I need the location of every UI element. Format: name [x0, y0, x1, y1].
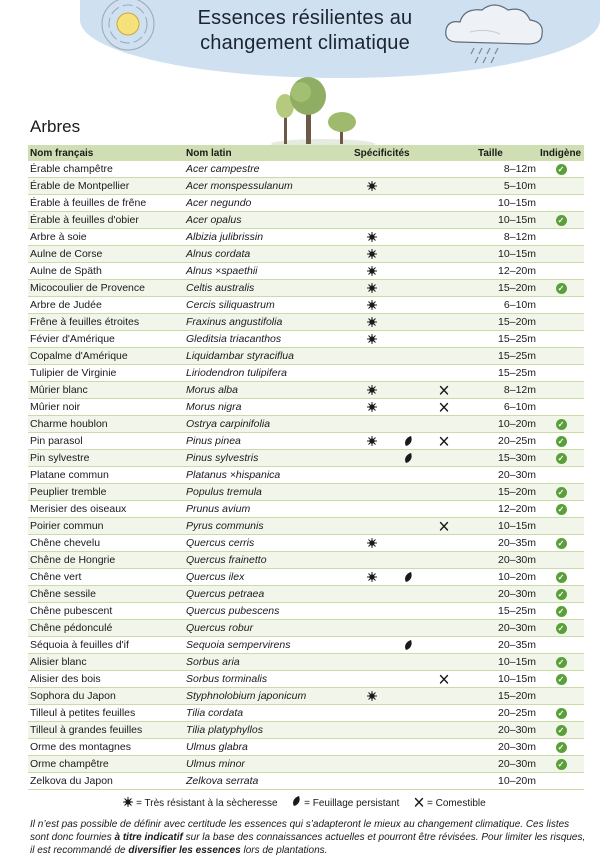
latin-name: Alnus cordata [184, 246, 352, 263]
tree-size: 15–20m [476, 314, 538, 331]
edible-utensils-icon [439, 674, 449, 684]
specificities [352, 535, 476, 552]
table-row [28, 314, 584, 331]
latin-name: Quercus frainetto [184, 552, 352, 569]
native-indicator [538, 212, 584, 229]
legend-evergreen [292, 798, 402, 809]
latin-name: Liquidambar styraciflua [184, 348, 352, 365]
tree-size: 10–15m [476, 671, 538, 688]
latin-name: Populus tremula [184, 484, 352, 501]
common-name: Sophora du Japon [28, 688, 184, 705]
tree-size: 20–25m [476, 433, 538, 450]
native-check-icon: ✓ [556, 589, 567, 600]
native-indicator [538, 263, 584, 280]
table-row [28, 739, 584, 756]
tree-size: 12–20m [476, 263, 538, 280]
specificities [352, 382, 476, 399]
common-name: Chêne pubescent [28, 603, 184, 620]
table-row [28, 586, 584, 603]
specificities [352, 484, 476, 501]
page-title [160, 6, 450, 56]
edible-utensils-icon [414, 797, 424, 807]
table-row [28, 229, 584, 246]
latin-name: Pyrus communis [184, 518, 352, 535]
latin-name: Quercus ilex [184, 569, 352, 586]
tree-size: 10–15m [476, 212, 538, 229]
common-name: Alisier des bois [28, 671, 184, 688]
native-check-icon: ✓ [556, 572, 567, 583]
tree-size: 8–12m [476, 161, 538, 178]
native-indicator [538, 535, 584, 552]
native-indicator [538, 297, 584, 314]
common-name: Érable champêtre [28, 161, 184, 178]
drought-resistant-icon [367, 317, 377, 327]
evergreen-leaf-icon [292, 796, 301, 807]
common-name: Chêne pédonculé [28, 620, 184, 637]
native-indicator [538, 518, 584, 535]
native-indicator [538, 246, 584, 263]
drought-resistant-icon [367, 266, 377, 276]
evergreen-leaf-icon [404, 572, 413, 583]
tree-size: 15–20m [476, 280, 538, 297]
native-check-icon: ✓ [556, 623, 567, 634]
native-indicator [538, 348, 584, 365]
tree-size: 8–12m [476, 229, 538, 246]
page-title-line-2: changement climatique [200, 32, 410, 54]
drought-resistant-icon [367, 436, 377, 446]
drought-resistant-icon [367, 385, 377, 395]
table-row [28, 416, 584, 433]
evergreen-leaf-icon [404, 436, 413, 447]
tree-size: 20–30m [476, 722, 538, 739]
evergreen-leaf-icon [404, 640, 413, 651]
common-name: Tulipier de Virginie [28, 365, 184, 382]
native-indicator [538, 705, 584, 722]
latin-name: Styphnolobium japonicum [184, 688, 352, 705]
latin-name: Prunus avium [184, 501, 352, 518]
latin-name: Fraxinus angustifolia [184, 314, 352, 331]
table-row [28, 688, 584, 705]
native-check-icon: ✓ [556, 657, 567, 668]
tree-size: 15–25m [476, 331, 538, 348]
table-row [28, 450, 584, 467]
note-text-1: Il n’est pas possible de définir avec certitude les essences qui s’adapteront le mieux au changement climatique. Ces listes sont donc fournies [30, 819, 570, 843]
table-row [28, 552, 584, 569]
specificities [352, 688, 476, 705]
tree-size: 10–15m [476, 246, 538, 263]
specificities [352, 365, 476, 382]
specificities [352, 552, 476, 569]
latin-name: Tilia cordata [184, 705, 352, 722]
table-row [28, 773, 584, 790]
common-name: Séquoia à feuilles d'if [28, 637, 184, 654]
native-indicator [538, 280, 584, 297]
latin-name: Tilia platyphyllos [184, 722, 352, 739]
native-indicator [538, 620, 584, 637]
common-name: Micocoulier de Provence [28, 280, 184, 297]
native-indicator [538, 314, 584, 331]
legend-drought-label: = Très résistant à la sècheresse [136, 798, 278, 809]
tree-size: 15–20m [476, 688, 538, 705]
specificities [352, 161, 476, 178]
tree-size: 20–30m [476, 467, 538, 484]
native-check-icon: ✓ [556, 164, 567, 175]
common-name: Mûrier noir [28, 399, 184, 416]
table-row [28, 705, 584, 722]
table-row [28, 212, 584, 229]
section-title: Arbres [30, 117, 81, 136]
common-name: Chêne sessile [28, 586, 184, 603]
common-name: Érable à feuilles de frêne [28, 195, 184, 212]
table-row [28, 569, 584, 586]
common-name: Érable à feuilles d'obier [28, 212, 184, 229]
table-row [28, 620, 584, 637]
common-name: Platane commun [28, 467, 184, 484]
tree-size: 10–15m [476, 518, 538, 535]
table-row [28, 722, 584, 739]
common-name: Arbre à soie [28, 229, 184, 246]
species-table [28, 145, 584, 790]
latin-name: Quercus pubescens [184, 603, 352, 620]
drought-resistant-icon [367, 181, 377, 191]
specificities [352, 637, 476, 654]
native-indicator [538, 161, 584, 178]
column-header-latin-name: Nom latin [184, 145, 352, 161]
specificities [352, 280, 476, 297]
specificities [352, 178, 476, 195]
common-name: Frêne à feuilles étroites [28, 314, 184, 331]
table-row [28, 246, 584, 263]
latin-name: Ulmus minor [184, 756, 352, 773]
specificities [352, 501, 476, 518]
tree-size: 15–20m [476, 484, 538, 501]
latin-name: Ulmus glabra [184, 739, 352, 756]
common-name: Chêne de Hongrie [28, 552, 184, 569]
latin-name: Sorbus torminalis [184, 671, 352, 688]
native-check-icon: ✓ [556, 283, 567, 294]
latin-name: Ostrya carpinifolia [184, 416, 352, 433]
table-row [28, 280, 584, 297]
table-row [28, 654, 584, 671]
native-indicator [538, 484, 584, 501]
specificities [352, 263, 476, 280]
tree-size: 15–25m [476, 603, 538, 620]
native-indicator [538, 654, 584, 671]
native-indicator [538, 739, 584, 756]
table-row [28, 195, 584, 212]
table-row [28, 535, 584, 552]
table-row [28, 178, 584, 195]
native-indicator [538, 178, 584, 195]
specificities [352, 569, 476, 586]
latin-name: Quercus robur [184, 620, 352, 637]
edible-utensils-icon [439, 402, 449, 412]
table-row [28, 365, 584, 382]
latin-name: Alnus ×spaethii [184, 263, 352, 280]
native-indicator [538, 365, 584, 382]
native-check-icon: ✓ [556, 419, 567, 430]
latin-name: Pinus sylvestris [184, 450, 352, 467]
specificities [352, 620, 476, 637]
specificities [352, 331, 476, 348]
table-header-row [28, 145, 584, 161]
native-check-icon: ✓ [556, 215, 567, 226]
tree-size: 15–25m [476, 365, 538, 382]
drought-resistant-icon [367, 232, 377, 242]
specificities [352, 603, 476, 620]
tree-size: 10–15m [476, 654, 538, 671]
specificities [352, 467, 476, 484]
native-indicator [538, 722, 584, 739]
drought-resistant-icon [367, 300, 377, 310]
common-name: Orme des montagnes [28, 739, 184, 756]
common-name: Tilleul à grandes feuilles [28, 722, 184, 739]
table-row [28, 331, 584, 348]
latin-name: Platanus ×hispanica [184, 467, 352, 484]
specificities [352, 773, 476, 790]
table-row [28, 382, 584, 399]
specificities [352, 756, 476, 773]
common-name: Érable de Montpellier [28, 178, 184, 195]
tree-size: 15–25m [476, 348, 538, 365]
drought-resistant-icon [367, 691, 377, 701]
table-row [28, 297, 584, 314]
tree-size: 6–10m [476, 399, 538, 416]
native-check-icon: ✓ [556, 742, 567, 753]
common-name: Aulne de Späth [28, 263, 184, 280]
specificities [352, 654, 476, 671]
tree-size: 20–35m [476, 637, 538, 654]
tree-size: 20–25m [476, 705, 538, 722]
common-name: Févier d'Amérique [28, 331, 184, 348]
latin-name: Morus alba [184, 382, 352, 399]
specificities [352, 399, 476, 416]
common-name: Merisier des oiseaux [28, 501, 184, 518]
specificities [352, 722, 476, 739]
tree-size: 20–30m [476, 552, 538, 569]
specificities [352, 229, 476, 246]
common-name: Charme houblon [28, 416, 184, 433]
disclaimer-note [30, 818, 586, 857]
native-indicator [538, 450, 584, 467]
specificities [352, 195, 476, 212]
common-name: Alisier blanc [28, 654, 184, 671]
native-check-icon: ✓ [556, 759, 567, 770]
note-text-2: sur la base des connaissances actuelles et pourront être révisées. Pour limiter les risques, il est recommandé de [30, 832, 586, 856]
native-check-icon: ✓ [556, 453, 567, 464]
native-indicator [538, 467, 584, 484]
latin-name: Acer opalus [184, 212, 352, 229]
native-check-icon: ✓ [556, 708, 567, 719]
native-indicator [538, 416, 584, 433]
native-indicator [538, 552, 584, 569]
specificities [352, 348, 476, 365]
legend-drought [123, 798, 280, 809]
native-check-icon: ✓ [556, 538, 567, 549]
table-row [28, 756, 584, 773]
common-name: Pin parasol [28, 433, 184, 450]
native-indicator [538, 569, 584, 586]
specificities [352, 246, 476, 263]
latin-name: Zelkova serrata [184, 773, 352, 790]
native-indicator [538, 501, 584, 518]
table-row [28, 348, 584, 365]
latin-name: Liriodendron tulipifera [184, 365, 352, 382]
tree-size: 20–30m [476, 739, 538, 756]
table-row [28, 399, 584, 416]
trees-illustration [268, 72, 378, 152]
native-check-icon: ✓ [556, 436, 567, 447]
tree-size: 8–12m [476, 382, 538, 399]
native-check-icon: ✓ [556, 504, 567, 515]
drought-resistant-icon [367, 402, 377, 412]
table-row [28, 603, 584, 620]
specificities [352, 586, 476, 603]
tree-size: 10–20m [476, 569, 538, 586]
common-name: Chêne chevelu [28, 535, 184, 552]
tree-size: 15–30m [476, 450, 538, 467]
latin-name: Gleditsia triacanthos [184, 331, 352, 348]
specificities [352, 671, 476, 688]
specificities [352, 518, 476, 535]
legend-edible-label: = Comestible [427, 798, 486, 809]
column-header-common-name: Nom français [28, 145, 184, 161]
native-indicator [538, 399, 584, 416]
drought-resistant-icon [367, 538, 377, 548]
specificities [352, 212, 476, 229]
column-header-size: Taille [476, 145, 538, 161]
column-header-specificities: Spécificités [352, 145, 476, 161]
legend-edible [414, 798, 485, 809]
specificities [352, 739, 476, 756]
table-row [28, 501, 584, 518]
native-check-icon: ✓ [556, 674, 567, 685]
sun-icon [98, 0, 158, 54]
latin-name: Albizia julibrissin [184, 229, 352, 246]
table-row [28, 467, 584, 484]
specificities [352, 705, 476, 722]
column-header-native: Indigène [538, 145, 584, 161]
tree-size: 5–10m [476, 178, 538, 195]
latin-name: Morus nigra [184, 399, 352, 416]
common-name: Tilleul à petites feuilles [28, 705, 184, 722]
common-name: Pin sylvestre [28, 450, 184, 467]
latin-name: Cercis siliquastrum [184, 297, 352, 314]
tree-size: 12–20m [476, 501, 538, 518]
latin-name: Celtis australis [184, 280, 352, 297]
latin-name: Acer monspessulanum [184, 178, 352, 195]
evergreen-leaf-icon [404, 453, 413, 464]
table-row [28, 637, 584, 654]
drought-resistant-icon [367, 283, 377, 293]
page-title-line-1: Essences résilientes au [197, 7, 413, 29]
table-row [28, 263, 584, 280]
specificities [352, 314, 476, 331]
native-indicator [538, 637, 584, 654]
tree-size: 20–30m [476, 586, 538, 603]
table-row [28, 671, 584, 688]
native-indicator [538, 331, 584, 348]
native-indicator [538, 756, 584, 773]
legend [0, 796, 609, 809]
specificities [352, 416, 476, 433]
note-bold-indicative: à titre indicatif [114, 832, 183, 843]
native-check-icon: ✓ [556, 606, 567, 617]
latin-name: Quercus petraea [184, 586, 352, 603]
native-indicator [538, 603, 584, 620]
latin-name: Pinus pinea [184, 433, 352, 450]
drought-resistant-icon [123, 797, 133, 807]
native-indicator [538, 586, 584, 603]
tree-size: 20–30m [476, 756, 538, 773]
note-text-3: lors de plantations. [240, 845, 328, 856]
table-row [28, 484, 584, 501]
drought-resistant-icon [367, 334, 377, 344]
native-indicator [538, 229, 584, 246]
native-check-icon: ✓ [556, 725, 567, 736]
native-indicator [538, 433, 584, 450]
drought-resistant-icon [367, 249, 377, 259]
common-name: Peuplier tremble [28, 484, 184, 501]
table-row [28, 161, 584, 178]
native-indicator [538, 671, 584, 688]
specificities [352, 450, 476, 467]
specificities [352, 433, 476, 450]
edible-utensils-icon [439, 385, 449, 395]
native-check-icon: ✓ [556, 487, 567, 498]
tree-size: 10–15m [476, 195, 538, 212]
tree-size: 20–35m [476, 535, 538, 552]
common-name: Poirier commun [28, 518, 184, 535]
common-name: Orme champêtre [28, 756, 184, 773]
common-name: Copalme d'Amérique [28, 348, 184, 365]
legend-evergreen-label: = Feuillage persistant [304, 798, 400, 809]
edible-utensils-icon [439, 521, 449, 531]
drought-resistant-icon [367, 572, 377, 582]
common-name: Chêne vert [28, 569, 184, 586]
latin-name: Quercus cerris [184, 535, 352, 552]
tree-size: 20–30m [476, 620, 538, 637]
rain-cloud-icon [440, 2, 550, 70]
common-name: Aulne de Corse [28, 246, 184, 263]
table-row [28, 433, 584, 450]
note-bold-diversify: diversifier les essences [128, 845, 241, 856]
edible-utensils-icon [439, 436, 449, 446]
table-row [28, 518, 584, 535]
latin-name: Acer campestre [184, 161, 352, 178]
latin-name: Sequoia sempervirens [184, 637, 352, 654]
latin-name: Sorbus aria [184, 654, 352, 671]
tree-size: 10–20m [476, 773, 538, 790]
tree-size: 6–10m [476, 297, 538, 314]
common-name: Mûrier blanc [28, 382, 184, 399]
specificities [352, 297, 476, 314]
native-indicator [538, 195, 584, 212]
native-indicator [538, 688, 584, 705]
common-name: Arbre de Judée [28, 297, 184, 314]
native-indicator [538, 382, 584, 399]
tree-size: 10–20m [476, 416, 538, 433]
common-name: Zelkova du Japon [28, 773, 184, 790]
latin-name: Acer negundo [184, 195, 352, 212]
native-indicator [538, 773, 584, 790]
